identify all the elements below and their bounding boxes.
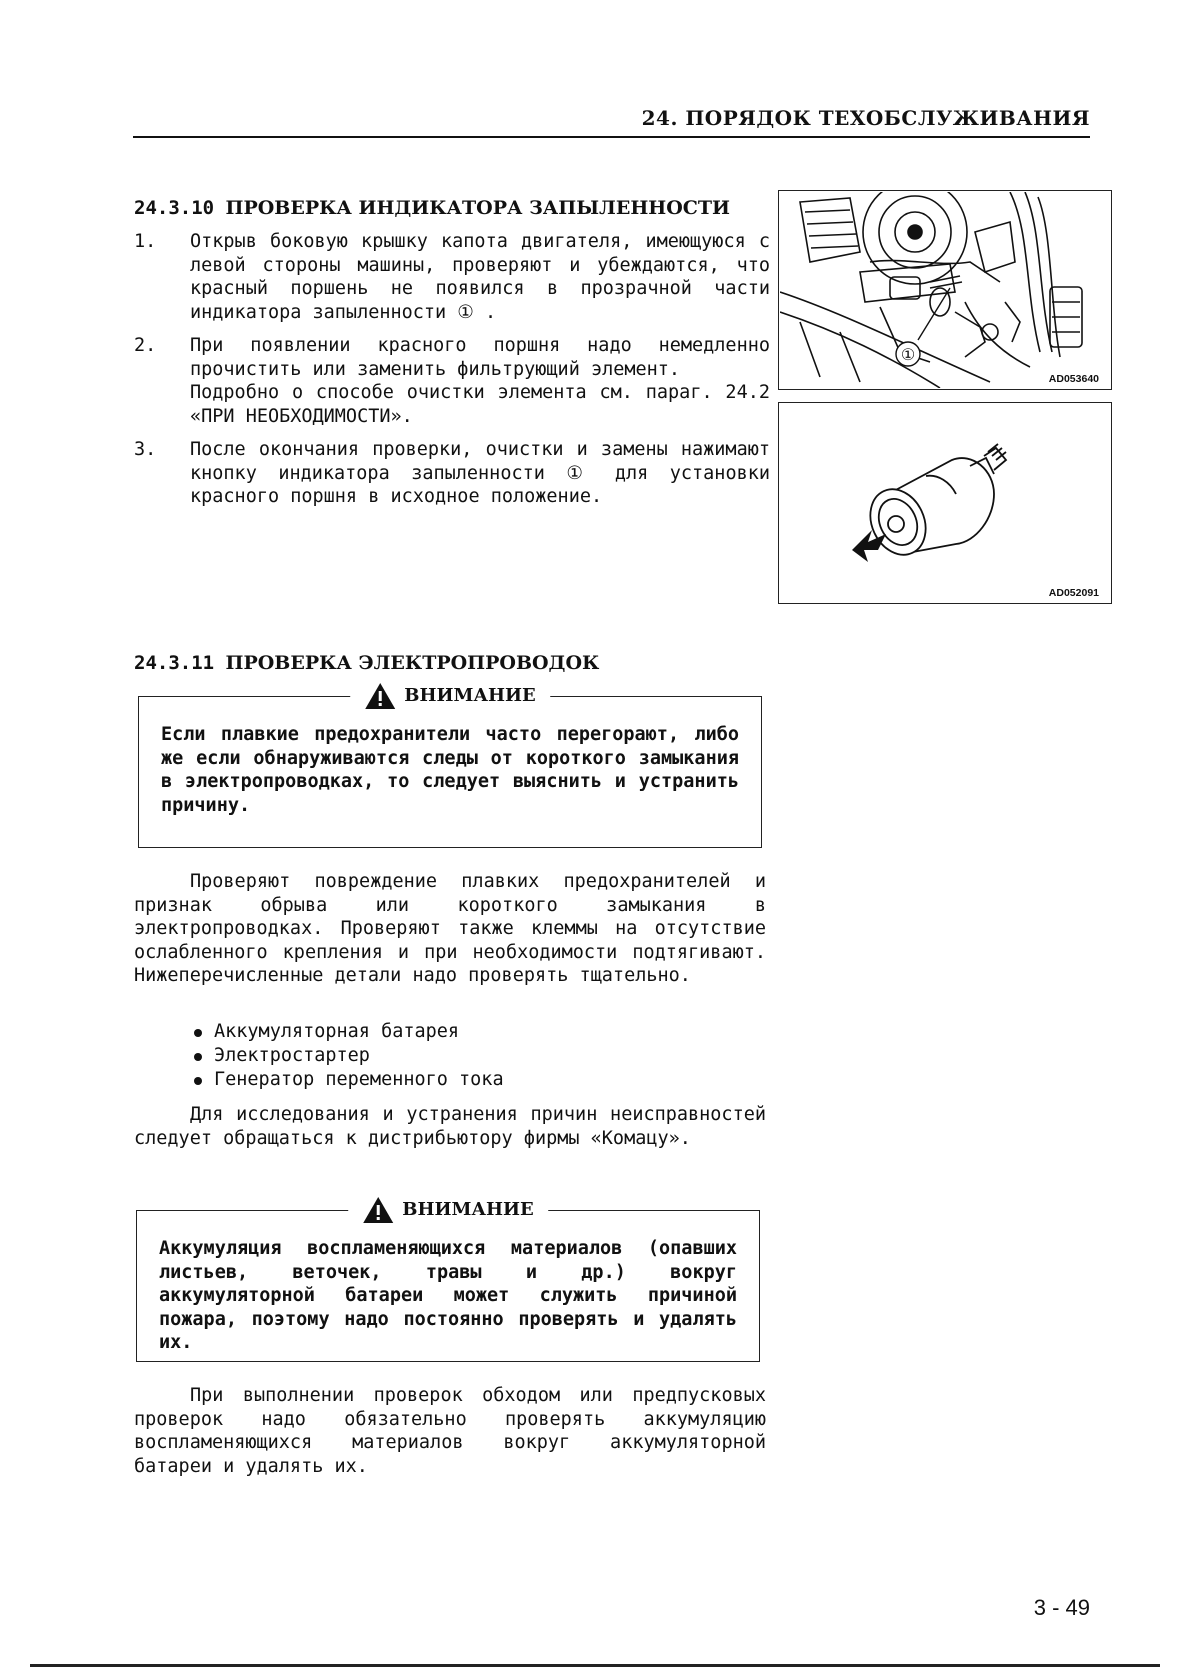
list-item-number: 1. [134,231,157,252]
list-item-text: При появлении красного поршня надо немедленно прочистить или заменить фильтрующий элемент. [190,335,770,380]
header-rule [133,136,1090,138]
section-title-24-3-10 [134,197,730,219]
bullet-text: Аккумуляторная батарея [214,1021,460,1042]
warning-label [348,1196,548,1224]
warning-text: Если плавкие предохранители часто перегорают, либо же если обнаруживаются следы от короткого замыкания в электропроводках, то следует выяснить и устранить причину. [161,724,739,816]
list-item [190,1068,504,1092]
figure-code: AD053640 [1048,373,1099,385]
section-number: 24.3.11 [134,652,215,674]
section-heading: ПРОВЕРКА ЭЛЕКТРОПРОВОДОК [225,652,600,674]
bullet-icon [194,1053,202,1061]
warning-label-text: ВНИМАНИЕ [402,1199,534,1221]
bullet-list-parts [190,1020,504,1092]
section-1-list [134,230,770,519]
warning-label [350,682,550,710]
warning-triangle-icon [364,682,396,710]
bullet-text: Генератор переменного тока [214,1069,504,1090]
footer-rule [30,1664,1160,1667]
list-item-text-reference: Подробно о способе очистки элемента см. параг. 24.2 «ПРИ НЕОБХОДИМОСТИ». [190,382,770,427]
dust-indicator-illustration [780,404,1110,600]
list-item [134,438,770,509]
page-number: 3 - 49 [1033,1595,1090,1620]
bullet-text: Электростартер [214,1045,370,1066]
list-item-number: 2. [134,335,157,356]
list-item [134,230,770,324]
section-heading: ПРОВЕРКА ИНДИКАТОРА ЗАПЫЛЕННОСТИ [225,197,730,219]
list-item [190,1020,504,1044]
engine-compartment-illustration [780,192,1110,388]
list-item [134,334,770,428]
figure-code: AD052091 [1048,587,1099,599]
warning-box-fire [136,1199,760,1362]
bullet-icon [194,1029,202,1037]
paragraph-distributor: Для исследования и устранения причин неисправностей следует обращаться к дистрибьютору фирмы «Комацу». [134,1104,766,1149]
warning-box-fuses [138,685,762,848]
figure-engine-compartment [778,190,1112,390]
list-item [190,1044,504,1068]
figure-dust-indicator [778,402,1112,604]
section-title-24-3-11 [134,652,599,674]
figure-callout: ① [900,347,916,364]
list-item-text: После окончания проверки, очистки и замены нажимают кнопку индикатора запыленности ① для установки красного поршня в исходное положение. [190,439,770,507]
warning-triangle-icon [362,1196,394,1224]
warning-label-text: ВНИМАНИЕ [404,685,536,707]
paragraph-battery-check: При выполнении проверок обходом или предпусковых проверок надо обязательно проверять аккумуляцию воспламеняющихся материалов вокруг аккумуляторной батареи и удалять их. [134,1385,766,1477]
warning-text: Аккумуляция воспламеняющихся материалов (опавших листьев, веточек, травы и др.) вокруг аккумуляторной батареи может служить причиной пожара, поэтому надо постоянно проверять и удалять их. [159,1238,737,1353]
paragraph-inspection: Проверяют повреждение плавких предохранителей и признак обрыва или короткого замыкания в электропроводках. Проверяют также клеммы на отсутствие ослабленного крепления и при необходимости подтягивают. Нижеперечисленные детали надо проверять тщательно. [134,871,766,986]
running-header: 24. ПОРЯДОК ТЕХОБСЛУЖИВАНИЯ [641,106,1090,130]
list-item-text: Открыв боковую крышку капота двигателя, имеющуюся с левой стороны машины, проверяют и убеждаются, что красный поршень не появился в прозрачной части индикатора запыленности ① . [190,231,770,323]
bullet-icon [194,1077,202,1085]
list-item-number: 3. [134,439,157,460]
section-number: 24.3.10 [134,197,215,219]
